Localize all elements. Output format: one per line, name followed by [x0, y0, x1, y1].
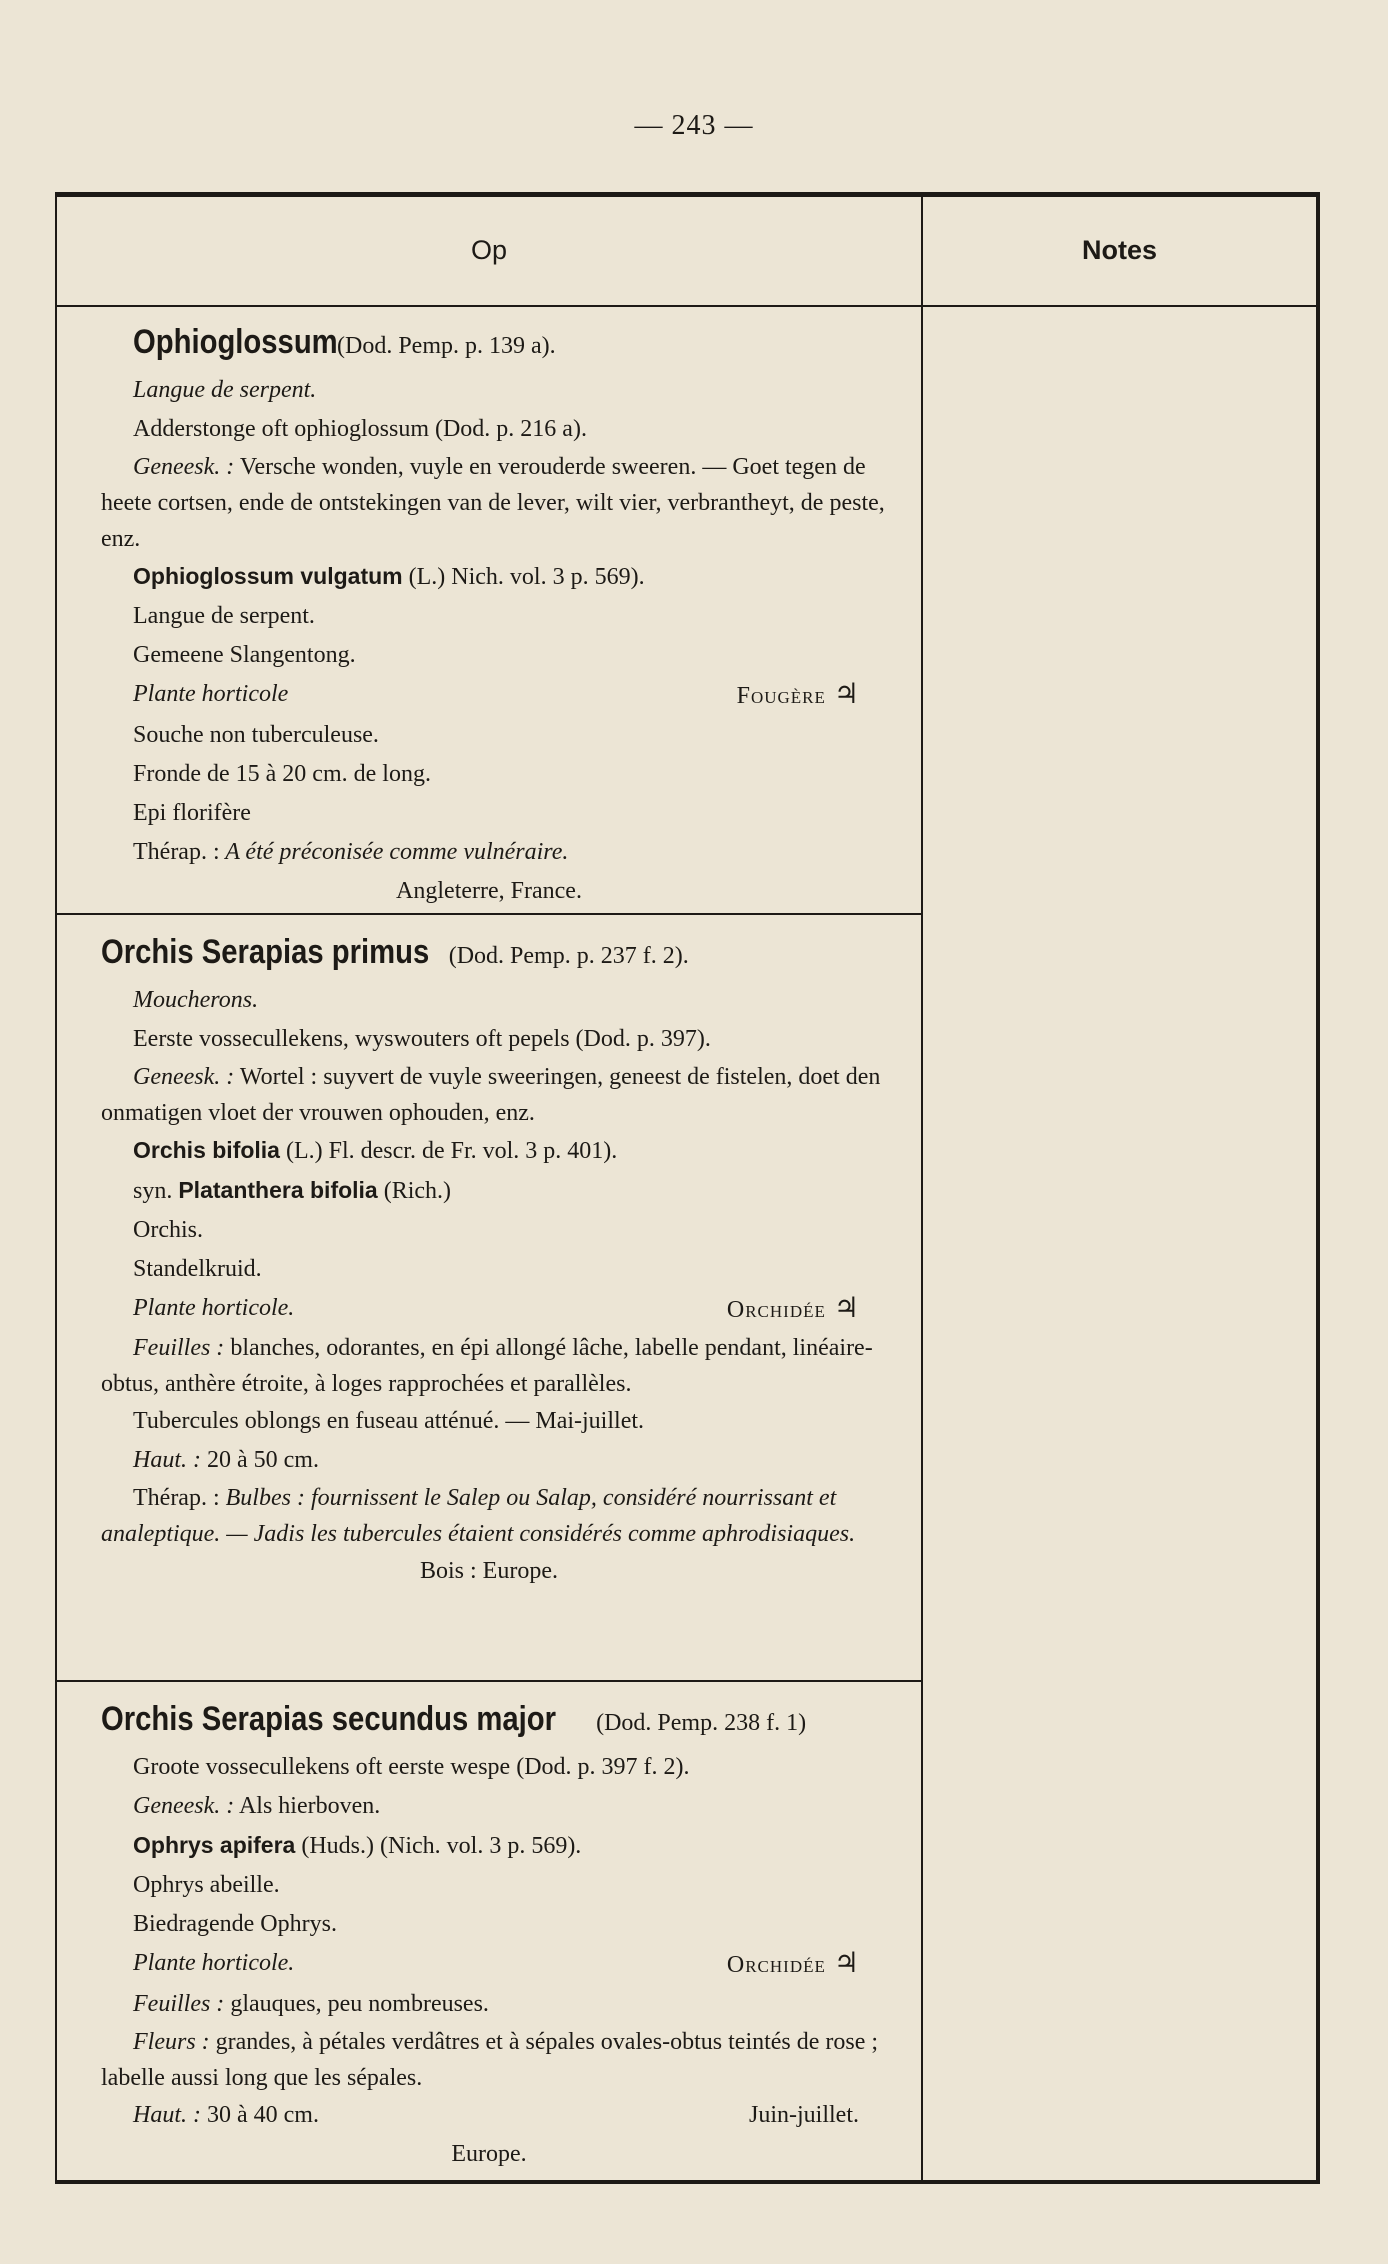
entry-title: Orchis Serapias secundus major	[101, 1700, 557, 1738]
perennial-symbol: ♃	[833, 1948, 859, 1979]
plante-label: Plante horticole.	[133, 1295, 295, 1321]
haut-text: 30 à 40 cm.	[201, 2102, 319, 2128]
entry-title-line	[79, 1694, 899, 1748]
scientific-ref: (L.) Nich. vol. 3 p. 569).	[402, 564, 645, 590]
scientific-name: Orchis bifolia	[133, 1137, 280, 1163]
geneesk-label: Geneesk. :	[133, 1793, 235, 1819]
header-op: Op	[470, 235, 508, 265]
therap-line	[79, 833, 899, 872]
souche-line: Souche non tuberculeuse.	[133, 722, 379, 748]
scientific-name: Ophrys apifera	[133, 1832, 296, 1858]
fleurs-label: Fleurs :	[133, 2029, 210, 2055]
dutch-names: Eerste vossecullekens, wyswouters oft pepels (Dod. p. 397).	[133, 1026, 711, 1052]
therap-text: Bulbes : fournissent le Salep ou Salap, considéré nourrissant et analeptique. — Jadis les tubercules étaient considérés comme aphrodisiaques.	[101, 1485, 856, 1547]
fleurs-text: grandes, à pétales verdâtres et à sépales ovales-obtus teintés de rose ; labelle aussi long que les sépales.	[101, 2029, 879, 2091]
entry-title: Orchis Serapias primus	[101, 933, 430, 971]
synonym-line	[79, 1171, 899, 1211]
haut-label: Haut. :	[133, 1447, 201, 1473]
french-common-name: Ophrys abeille.	[133, 1872, 280, 1898]
region-line: Angleterre, France.	[396, 878, 582, 904]
geneesk-label: Geneesk. :	[133, 454, 235, 480]
family-name: Fougère	[736, 683, 826, 709]
plante-label: Plante horticole	[133, 681, 289, 707]
geneesk-paragraph	[79, 1059, 899, 1131]
geneesk-text: Wortel : suyvert de vuyle sweeringen, geneest de fistelen, doet den onmatigen vloet der vrouwen ophouden, enz.	[101, 1064, 881, 1126]
tubercules-line: Tubercules oblongs en fuseau atténué. — Mai-juillet.	[133, 1408, 645, 1434]
dutch-names: Groote vossecullekens oft eerste wespe (Dod. p. 397 f. 2).	[133, 1754, 690, 1780]
scientific-ref: (Huds.) (Nich. vol. 3 p. 569).	[295, 1833, 582, 1859]
fronde-line: Fronde de 15 à 20 cm. de long.	[133, 761, 431, 787]
geneesk-text: Versche wonden, vuyle en verouderde sweeren. — Goet tegen de heete cortsen, ende de ontstekingen van de lever, wilt vier, verbrantheyt, de peste, enz.	[101, 454, 885, 552]
scientific-name-line	[79, 557, 899, 597]
epi-line: Epi florifère	[133, 800, 251, 826]
entry-orchis-serapias-primus	[57, 915, 921, 1682]
feuilles-text: blanches, odorantes, en épi allongé lâche, labelle pendant, linéaire-obtus, anthère étroite, à loges rapprochées et parallèles.	[101, 1335, 873, 1397]
entry-orchis-serapias-secundus-major	[57, 1682, 921, 2182]
french-name: Moucherons.	[133, 987, 259, 1013]
french-name: Langue de serpent.	[133, 377, 317, 403]
entry-title: Ophioglossum	[133, 323, 338, 361]
entry-title-line	[79, 317, 899, 371]
feuilles-paragraph	[79, 1330, 899, 1402]
entry-title-ref: (Dod. Pemp. p. 139 a).	[331, 333, 556, 359]
feuilles-label: Feuilles :	[133, 1991, 225, 2017]
dutch-names: Adderstonge oft ophioglossum (Dod. p. 216 a).	[133, 416, 587, 442]
region-line: Bois : Europe.	[420, 1558, 558, 1584]
haut-label: Haut. :	[133, 2102, 201, 2128]
family-name: Orchidée	[726, 1952, 826, 1978]
scientific-name-line	[79, 1826, 899, 1866]
haut-line	[79, 1441, 899, 1480]
geneesk-label: Geneesk. :	[133, 1064, 235, 1090]
haut-text: 20 à 50 cm.	[201, 1447, 319, 1473]
entry-title-line	[79, 927, 899, 981]
entry-ophioglossum	[57, 305, 921, 915]
page-number: — 243 —	[634, 110, 754, 141]
scientific-name: Ophioglossum vulgatum	[133, 563, 403, 589]
region-line: Europe.	[451, 2141, 527, 2167]
season-text: Juin-juillet.	[749, 2102, 859, 2128]
fleurs-paragraph	[79, 2024, 899, 2096]
synonym-name: Platanthera bifolia	[178, 1177, 378, 1203]
french-common-name: Langue de serpent.	[133, 603, 315, 629]
dutch-common-name: Biedragende Ophrys.	[133, 1911, 337, 1937]
header-notes: Notes	[1081, 235, 1157, 265]
dutch-common-name: Standelkruid.	[133, 1256, 262, 1282]
perennial-symbol: ♃	[833, 1293, 859, 1324]
synonym-label: syn.	[133, 1178, 179, 1204]
therap-paragraph	[79, 1480, 899, 1552]
dutch-common-name: Gemeene Slangentong.	[133, 642, 356, 668]
family-name: Orchidée	[726, 1297, 826, 1323]
scientific-ref: (L.) Fl. descr. de Fr. vol. 3 p. 401).	[279, 1138, 618, 1164]
perennial-symbol: ♃	[833, 679, 859, 710]
french-common-name: Orchis.	[133, 1217, 203, 1243]
haut-line	[79, 2096, 899, 2135]
scientific-name-line	[79, 1131, 899, 1171]
table-header	[57, 197, 1316, 307]
plante-line	[79, 1944, 899, 1985]
geneesk-line	[79, 1787, 899, 1826]
feuilles-line	[79, 1985, 899, 2024]
feuilles-text: glauques, peu nombreuses.	[224, 1991, 489, 2017]
plante-label: Plante horticole.	[133, 1950, 295, 1976]
therap-text: A été préconisée comme vulnéraire.	[219, 839, 569, 865]
table-frame	[55, 192, 1320, 2184]
synonym-ref: (Rich.)	[377, 1178, 452, 1204]
geneesk-paragraph	[79, 449, 899, 557]
therap-label: Thérap. :	[133, 1485, 220, 1511]
therap-label: Thérap. :	[133, 839, 220, 865]
column-divider	[921, 197, 923, 2180]
feuilles-label: Feuilles :	[133, 1335, 225, 1361]
entry-title-ref: (Dod. Pemp. p. 237 f. 2).	[442, 943, 689, 969]
plante-line	[79, 1289, 899, 1330]
plante-line	[79, 675, 899, 716]
entry-title-ref: (Dod. Pemp. 238 f. 1)	[590, 1710, 807, 1736]
geneesk-text: Als hierboven.	[234, 1793, 381, 1819]
